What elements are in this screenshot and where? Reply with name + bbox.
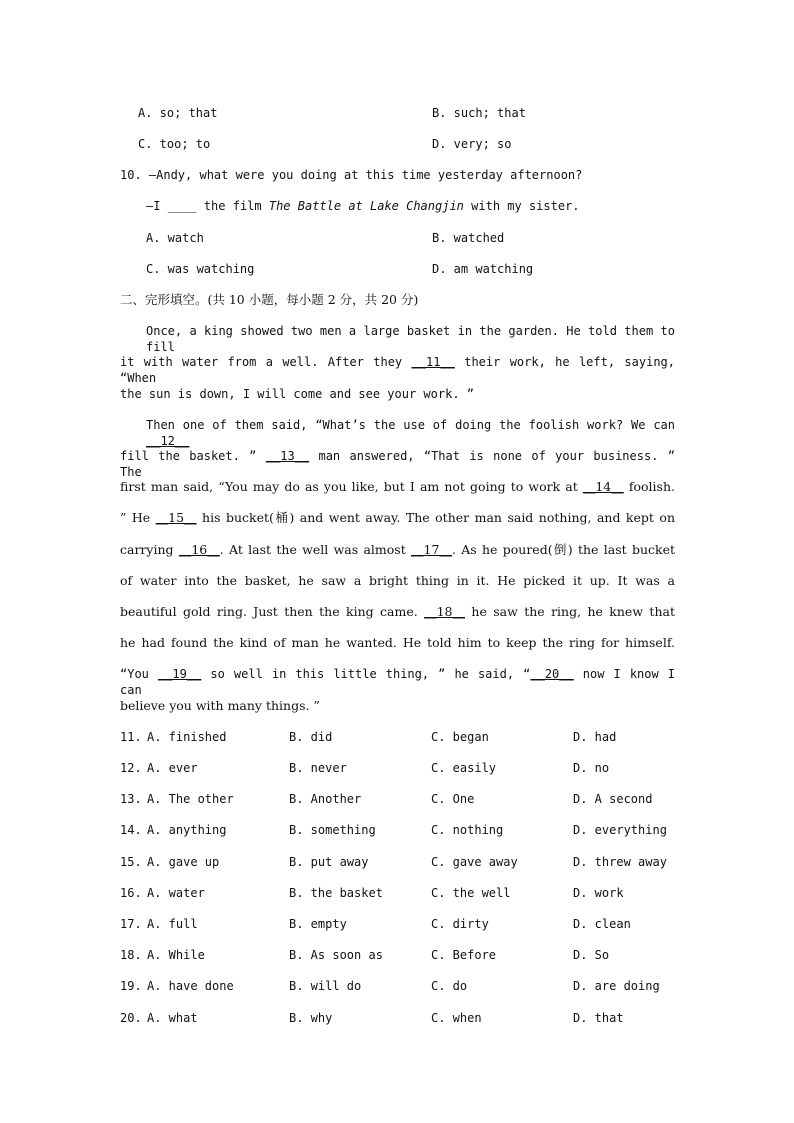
option-d: D. everything [573, 823, 667, 837]
q10-option-a: A. watch [146, 231, 204, 245]
q9-option-b: B. such; that [432, 106, 526, 120]
option-b: B. will do [289, 979, 362, 993]
blank-15: __15__ [155, 510, 197, 525]
passage-text: ” He [120, 510, 156, 525]
passage-line-13: believe you with many things. ” [120, 698, 320, 713]
option-c: C. nothing [431, 823, 504, 837]
option-d: D. clean [573, 917, 631, 931]
blank-17: __17__ [411, 542, 452, 557]
option-b: B. something [289, 823, 376, 837]
option-b: B. never [289, 761, 347, 775]
blank-14: __14__ [582, 479, 624, 494]
option-c: C. when [431, 1011, 482, 1025]
passage-line-7 [120, 510, 675, 526]
option-d: D. work [573, 886, 624, 900]
option-b: B. why [289, 1011, 333, 1025]
section-heading: 二、完形填空。(共 10 小题，每小题 2 分，共 20 分) [120, 292, 419, 307]
passage-text: fill the basket. ” [120, 449, 266, 463]
passage-line-8 [120, 542, 675, 558]
passage-line-3: the sun is down, I will come and see your work. ” [120, 387, 475, 401]
option-b: B. empty [289, 917, 347, 931]
option-b: B. put away [289, 855, 369, 869]
option-a: A. have done [147, 979, 234, 993]
q10-film-title: The Battle at Lake Changjin [268, 199, 464, 213]
option-d: D. So [573, 948, 610, 962]
passage-text: their work, he left, saying, “When [120, 355, 675, 385]
option-a: A. what [147, 1011, 198, 1025]
passage-line-11: he had found the kind of man he wanted. He told him to keep the ring for himself. [120, 635, 675, 650]
option-c: C. do [431, 979, 468, 993]
blank-11: __11__ [411, 355, 455, 369]
q10-option-b: B. watched [432, 231, 505, 245]
q10-reply-post: with my sister. [463, 199, 580, 213]
option-a: A. gave up [147, 855, 220, 869]
option-a: A. anything [147, 823, 227, 837]
option-a: A. full [147, 917, 198, 931]
q9-option-c: C. too; to [138, 137, 211, 151]
passage-line-4 [120, 417, 675, 449]
option-d: D. threw away [573, 855, 667, 869]
question-number: 19. [120, 979, 142, 993]
q10-stem: 10. —Andy, what were you doing at this time yesterday afternoon? [120, 168, 583, 182]
option-b: B. the basket [289, 886, 383, 900]
q10-blank: ____ [167, 199, 197, 213]
blank-13: __13__ [265, 449, 310, 463]
q10-reply-mid: the film [196, 199, 269, 213]
passage-text: first man said, “You may do as you like, but I am not going to work at [120, 479, 583, 494]
passage-line-6 [120, 479, 675, 495]
question-number: 17. [120, 917, 142, 931]
passage-text: Then one of them said, “What’s the use of doing the foolish work? We can [146, 418, 675, 432]
question-number: 13. [120, 792, 142, 806]
option-c: C. the well [431, 886, 511, 900]
blank-18: __18__ [424, 604, 465, 619]
q10-option-c: C. was watching [146, 262, 255, 276]
q10-reply-pre: —I [146, 199, 168, 213]
q9-option-d: D. very; so [432, 137, 512, 151]
passage-line-12 [120, 666, 675, 698]
option-b: B. Another [289, 792, 362, 806]
option-a: A. While [147, 948, 205, 962]
question-number: 18. [120, 948, 142, 962]
option-a: A. The other [147, 792, 234, 806]
question-number: 12. [120, 761, 142, 775]
passage-text: . As he poured(倒) the last bucket [451, 542, 675, 557]
option-c: C. began [431, 730, 489, 744]
passage-text: it with water from a well. After they [120, 355, 412, 369]
passage-text: “You [120, 667, 158, 681]
passage-text: . At last the well was almost [219, 542, 412, 557]
option-c: C. dirty [431, 917, 489, 931]
passage-text: carrying [120, 542, 179, 557]
passage-text: beautiful gold ring. Just then the king came. [120, 604, 425, 619]
question-number: 11. [120, 730, 142, 744]
option-d: D. are doing [573, 979, 660, 993]
blank-20: __20__ [530, 667, 574, 681]
passage-text: his bucket(桶) and went away. The other man said nothing, and kept on [196, 510, 675, 525]
option-a: A. finished [147, 730, 227, 744]
question-number: 14. [120, 823, 142, 837]
option-d: D. had [573, 730, 617, 744]
passage-text: so well in this little thing, ” he said, “ [201, 667, 531, 681]
option-a: A. water [147, 886, 205, 900]
option-a: A. ever [147, 761, 198, 775]
passage-line-5 [120, 448, 675, 480]
passage-line-1: Once, a king showed two men a large basket in the garden. He told them to fill [146, 324, 675, 354]
passage-line-9: of water into the basket, he saw a bright thing in it. He picked it up. It was a [120, 573, 675, 588]
q10-reply [146, 198, 580, 214]
q9-option-a: A. so; that [138, 106, 218, 120]
option-d: D. A second [573, 792, 653, 806]
option-c: C. Before [431, 948, 497, 962]
question-number: 20. [120, 1011, 142, 1025]
passage-line-10 [120, 604, 675, 620]
passage-text: man answered, “That is none of your business. ” The [120, 449, 675, 479]
option-c: C. easily [431, 761, 497, 775]
question-number: 16. [120, 886, 142, 900]
blank-12: __12__ [146, 434, 190, 448]
blank-16: __16__ [178, 542, 220, 557]
question-number: 15. [120, 855, 142, 869]
passage-text: he saw the ring, he knew that [465, 604, 675, 619]
passage-line-2 [120, 354, 675, 386]
option-b: B. did [289, 730, 333, 744]
option-b: B. As soon as [289, 948, 383, 962]
option-c: C. One [431, 792, 475, 806]
passage-text: foolish. [623, 479, 675, 494]
option-c: C. gave away [431, 855, 518, 869]
q10-option-d: D. am watching [432, 262, 534, 276]
passage-text: now I know I can [120, 667, 676, 697]
option-d: D. that [573, 1011, 624, 1025]
option-d: D. no [573, 761, 610, 775]
blank-19: __19__ [157, 667, 202, 681]
